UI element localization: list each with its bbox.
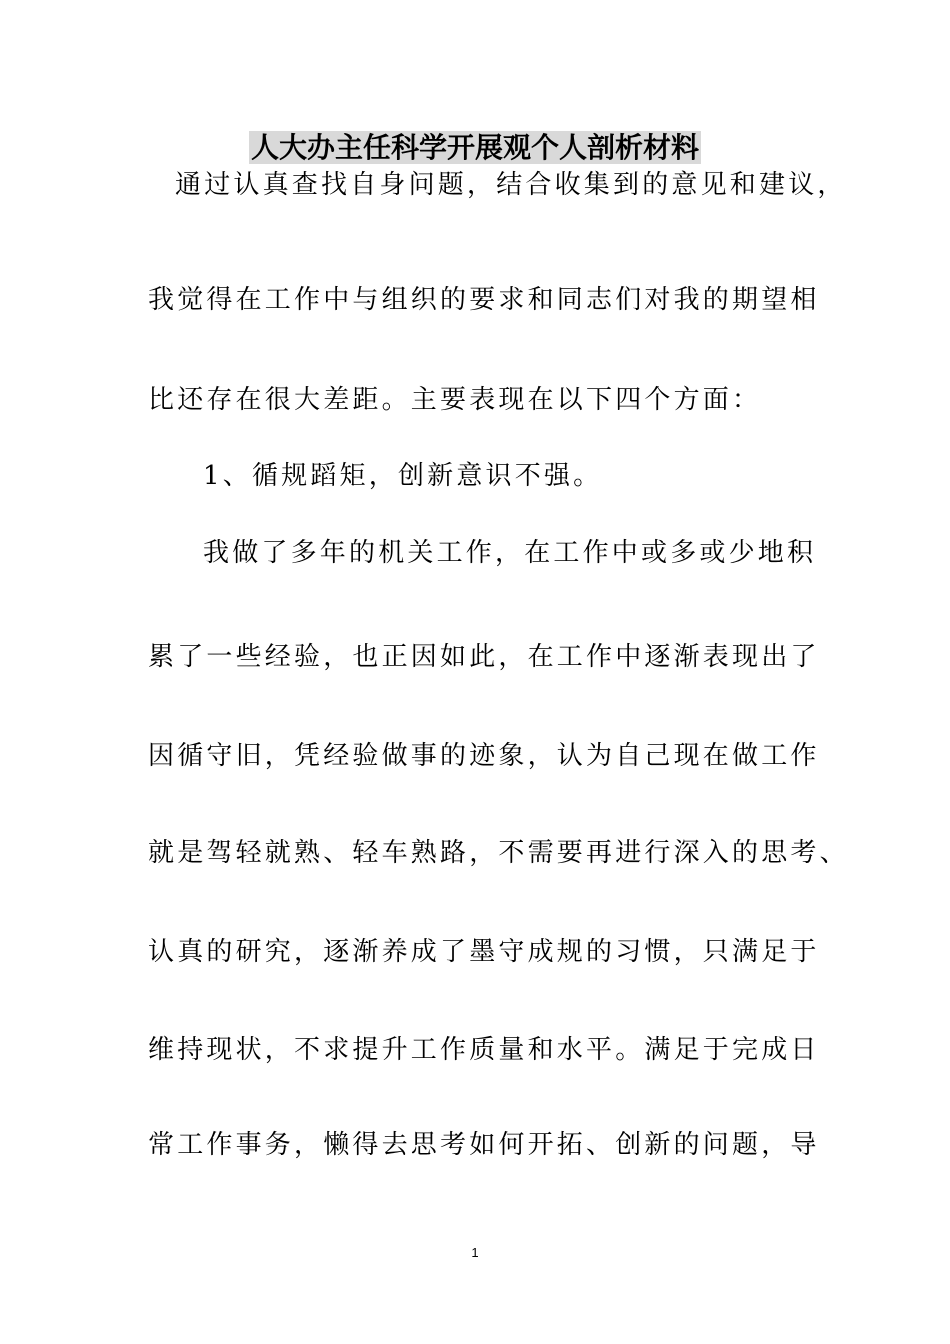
document-title bbox=[0, 128, 950, 168]
paragraph-line: 维持现状，不求提升工作质量和水平。满足于完成日 bbox=[148, 1035, 820, 1065]
paragraph-line: 通过认真查找自身问题，结合收集到的意见和建议， bbox=[175, 170, 847, 200]
paragraph-line: 我做了多年的机关工作，在工作中或多或少地积 bbox=[203, 538, 817, 568]
document-title-text: 人大办主任科学开展观个人剖析材料 bbox=[250, 131, 699, 164]
paragraph-line: 我觉得在工作中与组织的要求和同志们对我的期望相 bbox=[148, 285, 820, 315]
paragraph-line: 比还存在很大差距。主要表现在以下四个方面： bbox=[148, 385, 762, 415]
paragraph-line: 认真的研究，逐渐养成了墨守成规的习惯，只满足于 bbox=[148, 937, 820, 967]
paragraph-line: 常工作事务，懒得去思考如何开拓、创新的问题，导 bbox=[148, 1130, 820, 1160]
paragraph-line: 就是驾轻就熟、轻车熟路，不需要再进行深入的思考、 bbox=[148, 838, 849, 868]
paragraph-line: 因循守旧，凭经验做事的迹象，认为自己现在做工作 bbox=[148, 741, 820, 771]
paragraph-line: 累了一些经验，也正因如此，在工作中逐渐表现出了 bbox=[148, 642, 820, 672]
page-number: 1 bbox=[471, 1245, 479, 1260]
section-heading: 1、循规蹈矩，创新意识不强。 bbox=[203, 461, 603, 491]
